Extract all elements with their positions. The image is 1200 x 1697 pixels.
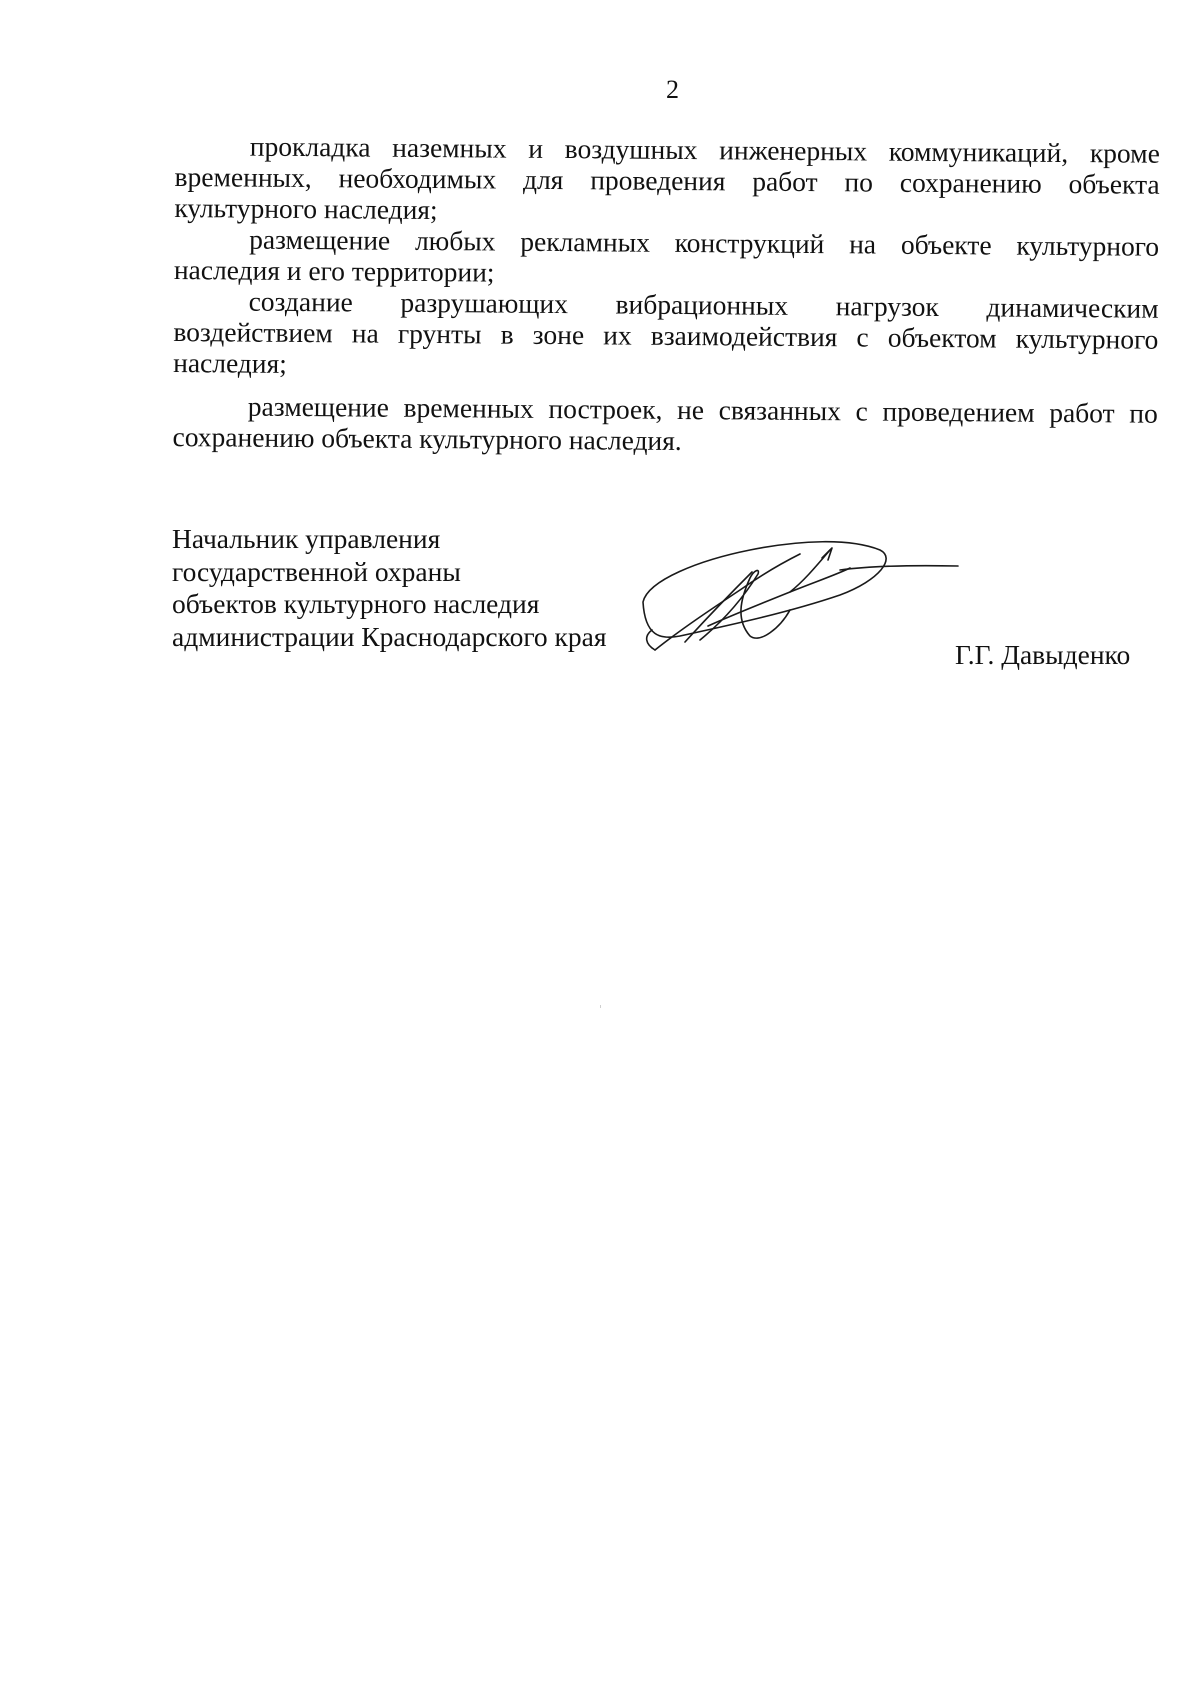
signatory-position xyxy=(172,523,607,653)
position-line: объектов культурного наследия xyxy=(172,588,540,619)
body-text xyxy=(172,130,1159,460)
position-line: Начальник управления xyxy=(172,523,441,554)
position-line: государственной охраны xyxy=(172,555,461,587)
paragraph-vibration-loads: создание разрушающих вибрационных нагрузок динамическим воздействием на грунты в зоне их взаимодействия с объектом культурного наследия; xyxy=(173,285,1159,379)
signer-name: Г.Г. Давыденко xyxy=(955,639,1131,670)
scan-speck xyxy=(600,1005,601,1008)
paragraph-temporary-structures: размещение временных построек, не связанных с проведением работ по сохранению объекта культурного наследия. xyxy=(172,390,1158,456)
paragraph-advertising: размещение любых рекламных конструкций на объекте культурного наследия и его территории; xyxy=(173,223,1160,288)
position-line: администрации Краснодарского края xyxy=(172,620,607,652)
handwritten-signature xyxy=(640,540,960,680)
page-number: 2 xyxy=(666,75,679,104)
paragraph-utility-lines: прокладка наземных и воздушных инженерных коммуникаций, кроме временных, необходимых для проведения работ по сохранению объекта культурного наследия; xyxy=(174,130,1160,226)
